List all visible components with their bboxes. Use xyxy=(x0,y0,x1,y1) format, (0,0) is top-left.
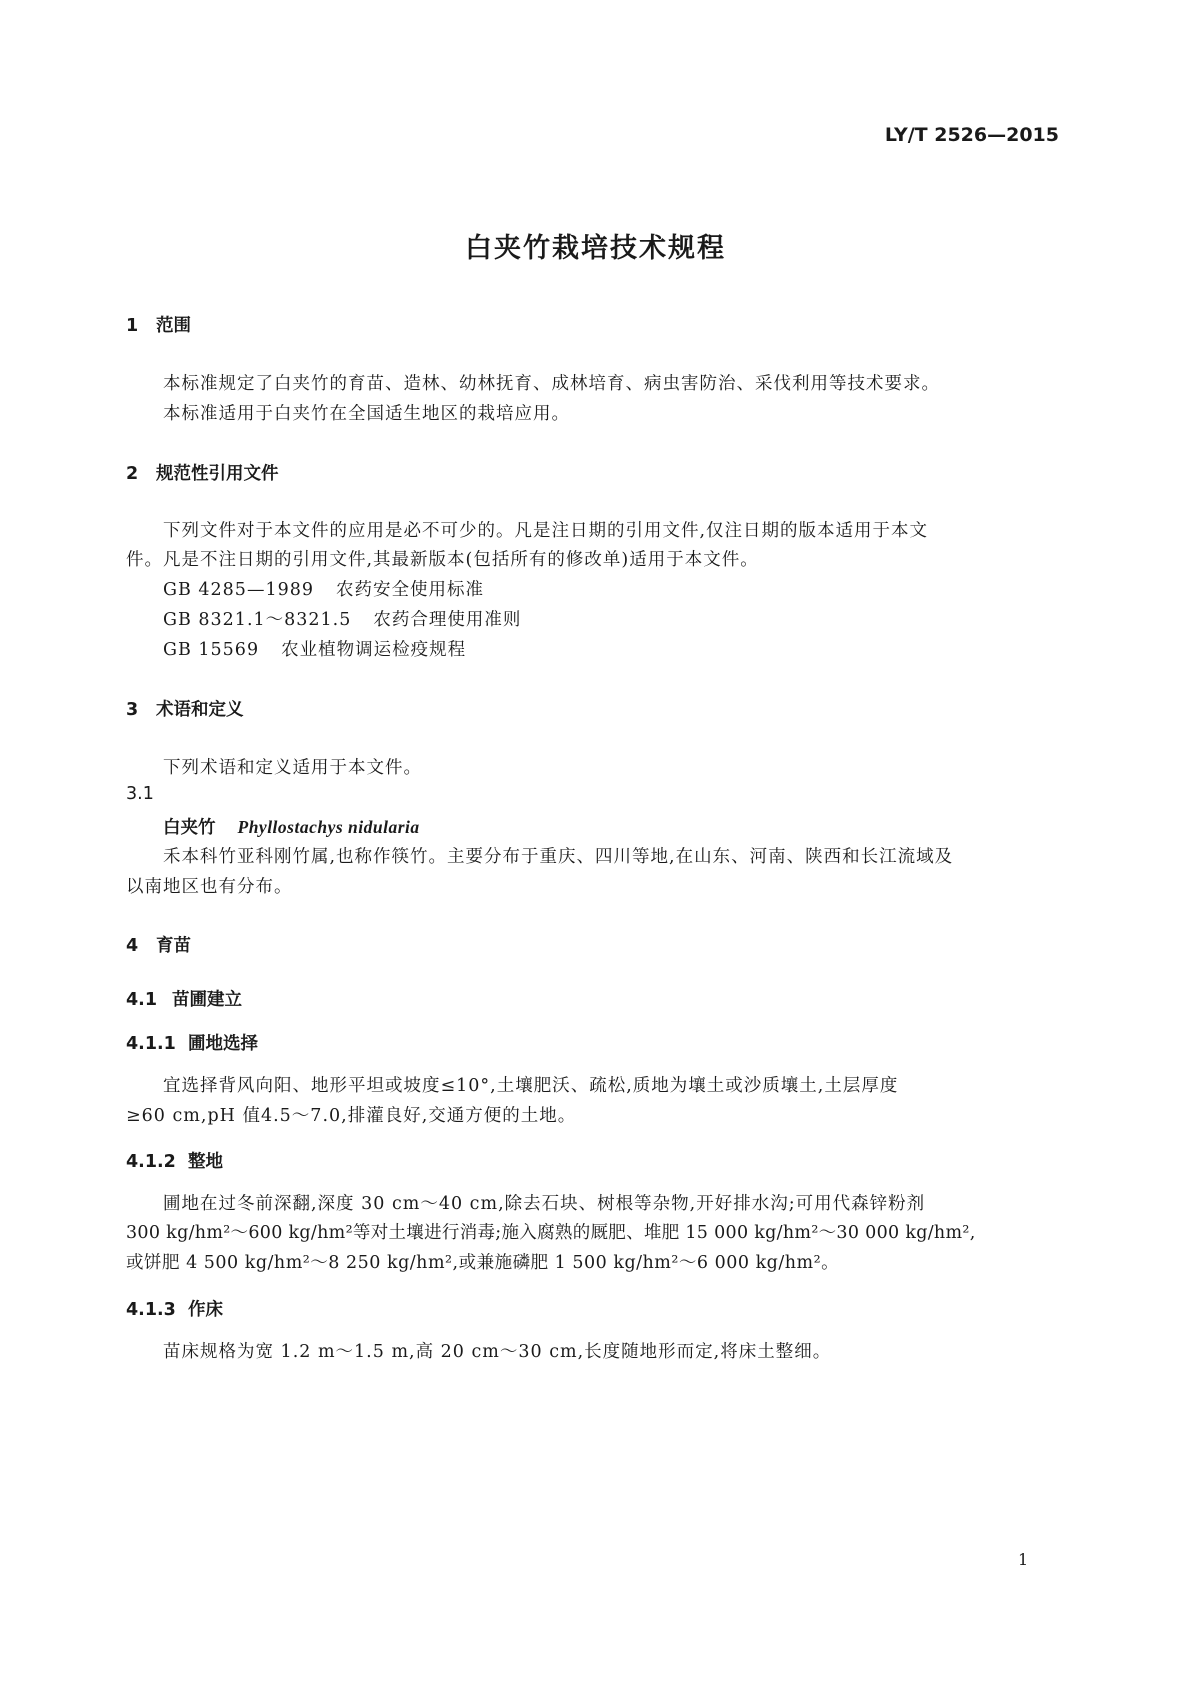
subsection-4-1-3-line-1: 苗床规格为宽 1.2 m～1.5 m,高 20 cm～30 cm,长度随地形而定,将床土整细。 xyxy=(163,1342,832,1362)
section-3-paragraph: 下列术语和定义适用于本文件。 xyxy=(163,758,422,778)
section-1-paragraph-1: 本标准规定了白夹竹的育苗、造林、幼林抚育、成林培育、病虫害防治、采伐利用等技术要求。 xyxy=(163,374,940,394)
reference-name: 农药合理使用准则 xyxy=(373,610,522,630)
term-definition-line-1: 禾本科竹亚科刚竹属,也称作筷竹。主要分布于重庆、四川等地,在山东、河南、陕西和长江流域及 xyxy=(163,847,954,867)
standard-code: LY/T 2526—2015 xyxy=(884,124,1059,146)
section-1-title: 范围 xyxy=(156,316,191,336)
subsection-4-1-title: 苗圃建立 xyxy=(172,990,242,1010)
subsection-4-1-3-number: 4.1.3 xyxy=(126,1300,176,1320)
reference-name: 农业植物调运检疫规程 xyxy=(281,640,467,660)
subsection-4-1-2-heading xyxy=(126,1148,223,1173)
reference-item xyxy=(163,636,466,661)
reference-name: 农药安全使用标准 xyxy=(335,580,484,600)
subsection-4-1-1-line-2: ≥60 cm,pH 值4.5～7.0,排灌良好,交通方便的土地。 xyxy=(126,1106,577,1126)
reference-item xyxy=(163,606,521,631)
section-2-title: 规范性引用文件 xyxy=(156,464,279,484)
section-4-number: 4 xyxy=(126,936,139,956)
subsection-4-1-1-title: 圃地选择 xyxy=(188,1034,258,1054)
subsection-4-1-2-line-2: 300 kg/hm²～600 kg/hm²等对土壤进行消毒;施入腐熟的厩肥、堆肥 15 000 kg/hm²～30 000 kg/hm², xyxy=(126,1223,976,1243)
subsection-4-1-number: 4.1 xyxy=(126,990,158,1010)
subsection-4-1-2-line-3: 或饼肥 4 500 kg/hm²～8 250 kg/hm²,或兼施磷肥 1 500 kg/hm²～6 000 kg/hm²。 xyxy=(126,1253,840,1273)
term-chinese-name: 白夹竹 xyxy=(163,818,216,838)
section-3-heading xyxy=(126,696,244,721)
section-3-title: 术语和定义 xyxy=(156,700,244,720)
subsection-4-1-heading xyxy=(126,986,242,1011)
section-1-number: 1 xyxy=(126,316,139,336)
section-1-heading xyxy=(126,312,191,337)
section-4-title: 育苗 xyxy=(156,936,191,956)
subsection-4-1-3-title: 作床 xyxy=(188,1300,223,1320)
reference-code: GB 8321.1～8321.5 xyxy=(163,610,352,630)
term-entry xyxy=(163,814,420,839)
subsection-4-1-2-number: 4.1.2 xyxy=(126,1152,176,1172)
subsection-4-1-1-line-1: 宜选择背风向阳、地形平坦或坡度≤10°,土壤肥沃、疏松,质地为壤土或沙质壤土,土层厚度 xyxy=(163,1076,899,1096)
term-latin-name: Phyllostachys nidularia xyxy=(237,817,420,837)
subsection-4-1-1-number: 4.1.1 xyxy=(126,1034,176,1054)
section-2-paragraph-line-1: 下列文件对于本文件的应用是必不可少的。凡是注日期的引用文件,仅注日期的版本适用于本文 xyxy=(163,521,929,541)
section-2-paragraph-line-2: 件。凡是不注日期的引用文件,其最新版本(包括所有的修改单)适用于本文件。 xyxy=(126,550,759,570)
subsection-4-1-2-line-1: 圃地在过冬前深翻,深度 30 cm～40 cm,除去石块、树根等杂物,开好排水沟;可用代森锌粉剂 xyxy=(163,1194,926,1214)
section-2-heading xyxy=(126,460,279,485)
subsection-4-1-3-heading xyxy=(126,1296,223,1321)
reference-code: GB 4285—1989 xyxy=(163,580,314,600)
section-2-number: 2 xyxy=(126,464,139,484)
section-3-number: 3 xyxy=(126,700,139,720)
section-1-paragraph-2: 本标准适用于白夹竹在全国适生地区的栽培应用。 xyxy=(163,404,570,424)
term-definition-line-2: 以南地区也有分布。 xyxy=(126,877,293,897)
reference-item xyxy=(163,576,484,601)
section-4-heading xyxy=(126,932,191,957)
subsection-4-1-1-heading xyxy=(126,1030,258,1055)
subsection-4-1-2-title: 整地 xyxy=(188,1152,223,1172)
term-number: 3.1 xyxy=(126,784,154,804)
page-number: 1 xyxy=(1018,1550,1029,1569)
reference-code: GB 15569 xyxy=(163,640,260,660)
document-title: 白夹竹栽培技术规程 xyxy=(465,233,726,264)
